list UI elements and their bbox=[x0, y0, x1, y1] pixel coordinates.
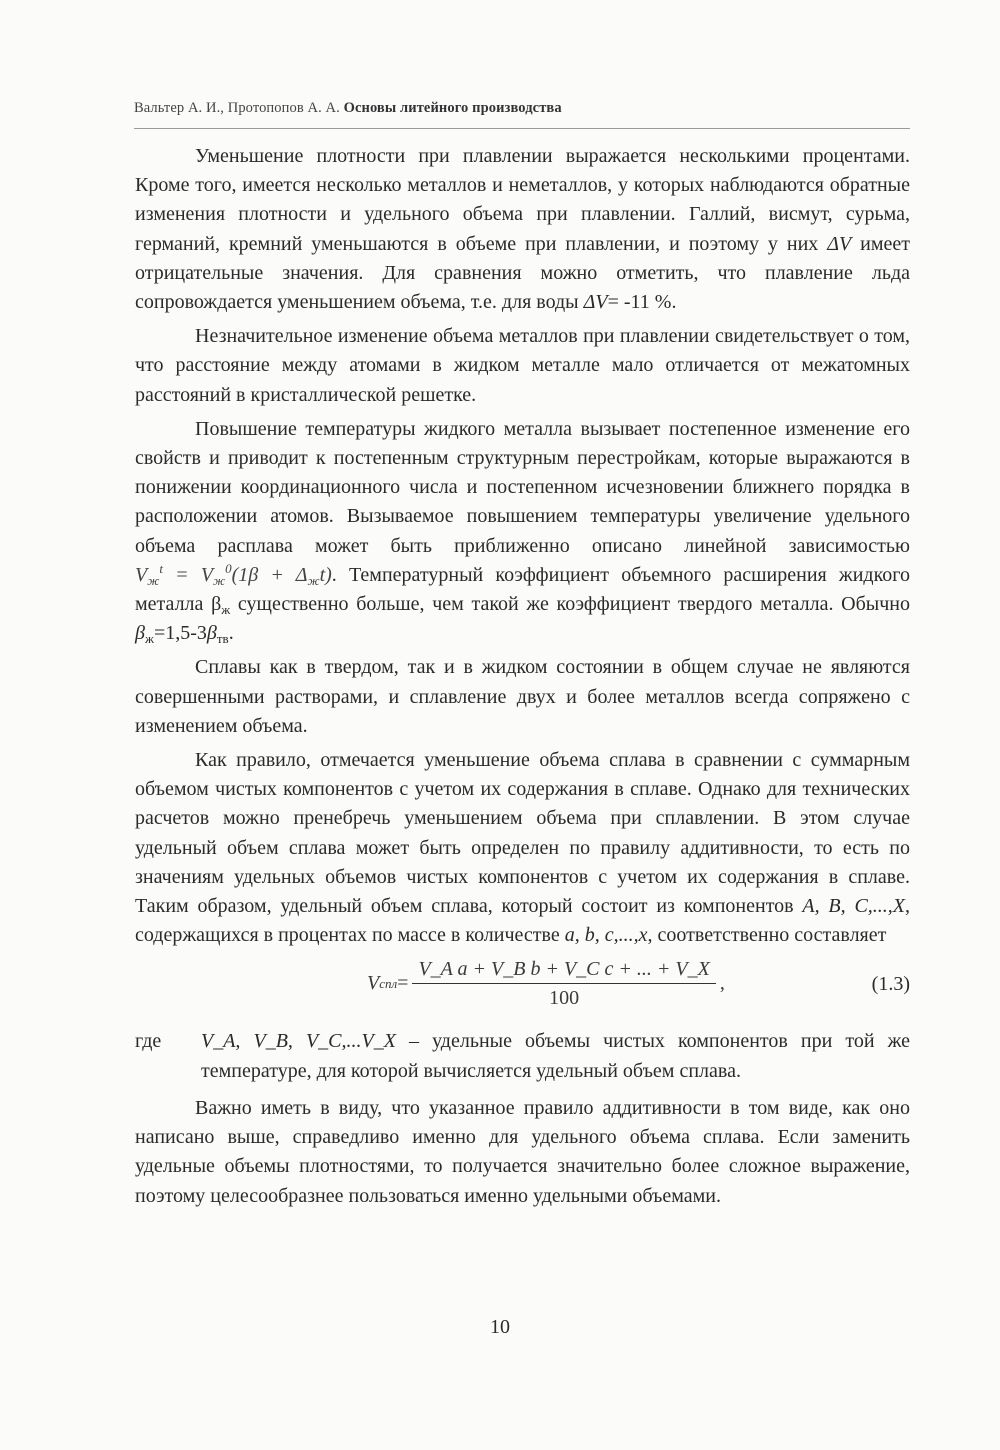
equation-1-3 bbox=[135, 955, 910, 1019]
page-number: 10 bbox=[490, 1316, 510, 1338]
paragraph-6: Важно иметь в виду, что указанное правило аддитивности в том виде, как оно написано выше, справедливо именно для удельного объема сплава. Если заменить удельные объемы плотностями, то получается значительно более сложное выражение, поэтому целесообразнее пользоваться именно удельными объемами. bbox=[135, 1096, 910, 1207]
header-book-title: Основы литейного производства bbox=[343, 100, 562, 116]
where-symbols: V_A, V_B, V_C,...V_X bbox=[201, 1030, 396, 1053]
running-head bbox=[134, 100, 909, 117]
delta-v-symbol: ΔV bbox=[583, 291, 608, 314]
components-list: A, B, C,...,X bbox=[802, 895, 905, 918]
equation-number: (1.3) bbox=[871, 973, 910, 996]
inline-formula: $V_ж^t = V_ж^0(1\beta + \Delta_жt)$ bbox=[135, 560, 332, 588]
where-text: – удельные объемы чистых компонентов при той же температуре, для которой вычисляется удельный объем сплава. bbox=[201, 1030, 911, 1082]
equation-lhs: V bbox=[367, 972, 380, 995]
delta-v-symbol: ΔV bbox=[827, 232, 852, 255]
where-definition bbox=[135, 1027, 910, 1085]
amounts-list: a, b, c,...,x bbox=[564, 924, 648, 947]
header-authors: Вальтер А. И., Протопопов А. А. bbox=[134, 100, 340, 116]
paragraph-5: Как правило, отмечается уменьшение объема сплава в сравнении с суммарным объемом чистых компонентов с учетом их содержания в сплаве. Однако для технических расчетов можно пренебречь уменьшением объема при сплавлении. В этом случае удельный объем сплава может быть определен по правилу аддитивности, то есть по значениям удельных объемов чистых компонентов с учетом их содержания в сплаве. Таким образом, удельный объем сплава, который состоит из компонентов A, B, C,...,X, содержащихся в процентах по массе в количестве a, b, c,...,x, соответственно составляет bbox=[135, 749, 910, 947]
paragraph-1: Уменьшение плотности при плавлении выражается несколькими процентами. Кроме того, имеется несколько металлов и неметаллов, у которых наблюдаются обратные изменения плотности и удельного объема при плавлении. Галлий, висмут, сурьма, германий, кремний уменьшаются в объеме при плавлении, и поэтому у них ΔV имеет отрицательные значения. Для сравнения можно отметить, что плавление льда сопровождается уменьшением объема, т.е. для воды ΔV= -11 %. bbox=[135, 145, 910, 314]
header-rule bbox=[134, 128, 910, 129]
paragraph-2: Незначительное изменение объема металлов при плавлении свидетельствует о том, что расстояние между атомами в жидком металле мало отличается от межатомных расстояний в кристаллической решетке. bbox=[135, 325, 910, 406]
paragraph-4: Сплавы как в твердом, так и в жидком состоянии в общем случае не являются совершенными растворами, и сплавление двух и более металлов всегда сопряжено с изменением объема. bbox=[135, 656, 910, 737]
paragraph-3: Повышение температуры жидкого металла вызывает постепенное изменение его свойств и приводит к постепенным структурным перестройкам, которые выражаются в понижении координационного числа и постепенном исчезновении ближнего порядка в расположении атомов. Вызываемое повышением температуры увеличение удельного объема расплава может быть приближенно описано линейной зависимостью $V_ж^t = V_ж^0(1\beta + \Delta_жt)$. Температурный коэффициент объемного расширения жидкого металла $\beta_ж$ существенно больше, чем такой же коэффициент твердого металла. Обычно $\beta_ж=1,5-3\beta_{тв}$. bbox=[135, 417, 911, 647]
equation-fraction bbox=[412, 957, 715, 1010]
where-label: где bbox=[135, 1030, 162, 1053]
equation-numerator: V_A a + V_B b + V_C c + ... + V_X bbox=[412, 957, 715, 984]
body-text bbox=[135, 142, 910, 1216]
equation-body: V спл = $\frac{\text{V\_A a + V\_B b + V\_C c + ... + V\_X}}{100}$ , bbox=[367, 958, 725, 1010]
equation-denominator: 100 bbox=[549, 987, 580, 1010]
